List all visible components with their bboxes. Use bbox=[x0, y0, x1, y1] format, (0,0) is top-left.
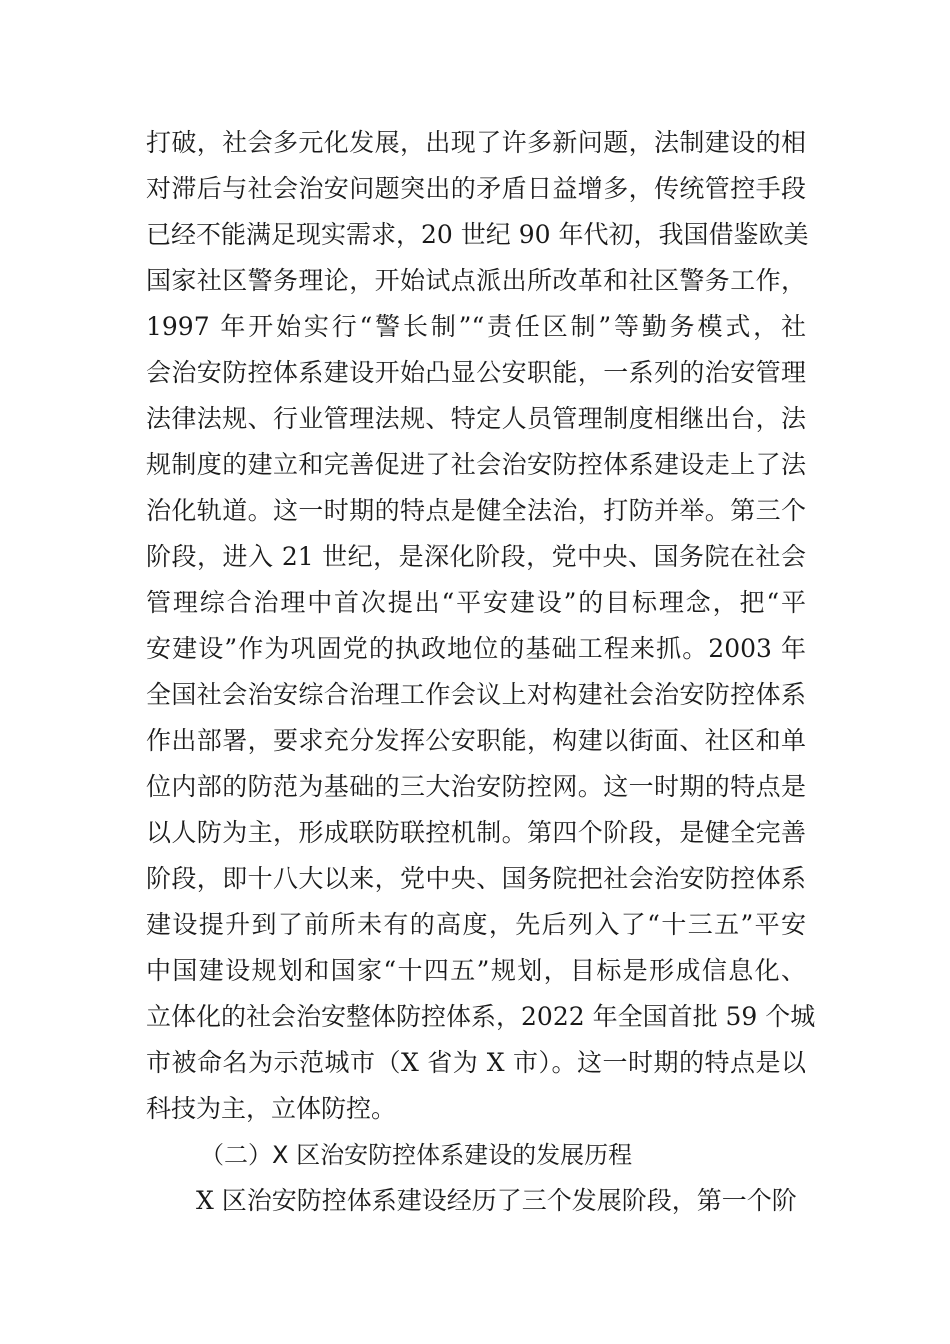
text-line: 已经不能满足现实需求，20 世纪 90 年代初，我国借鉴欧美 bbox=[146, 220, 809, 249]
text-line: 阶段，进入 21 世纪，是深化阶段，党中央、国务院在社会 bbox=[146, 542, 806, 571]
text-line: 治化轨道。这一时期的特点是健全法治，打防并举。第三个 bbox=[146, 496, 806, 525]
document-body bbox=[146, 120, 816, 1224]
paragraph-first-line: X 区治安防控体系建设经历了三个发展阶段，第一个阶 bbox=[196, 1186, 797, 1215]
text-line: 会治安防控体系建设开始凸显公安职能，一系列的治安管理 bbox=[146, 358, 806, 387]
text-line: 全国社会治安综合治理工作会议上对构建社会治安防控体系 bbox=[146, 680, 806, 709]
section-heading: （二）X 区治安防控体系建设的发展历程 bbox=[200, 1141, 633, 1169]
text-line: 市被命名为示范城市（X 省为 X 市）。这一时期的特点是以 bbox=[146, 1048, 806, 1077]
text-line: 打破，社会多元化发展，出现了许多新问题，法制建设的相 bbox=[146, 128, 806, 157]
text-line: 作出部署，要求充分发挥公安职能，构建以街面、社区和单 bbox=[146, 726, 806, 755]
text-line: 位内部的防范为基础的三大治安防控网。这一时期的特点是 bbox=[146, 772, 806, 801]
text-line: 立体化的社会治安整体防控体系，2022 年全国首批 59 个城 bbox=[146, 1002, 816, 1031]
text-line: 对滞后与社会治安问题突出的矛盾日益增多，传统管控手段 bbox=[146, 174, 806, 203]
text-line: 建设提升到了前所未有的高度，先后列入了“十三五”平安 bbox=[146, 910, 806, 939]
text-line: 国家社区警务理论，开始试点派出所改革和社区警务工作， bbox=[146, 266, 806, 295]
text-line: 阶段，即十八大以来，党中央、国务院把社会治安防控体系 bbox=[146, 864, 806, 893]
text-line: 规制度的建立和完善促进了社会治安防控体系建设走上了法 bbox=[146, 450, 806, 479]
text-line: 1997 年开始实行“警长制”“责任区制”等勤务模式，社 bbox=[146, 312, 806, 341]
text-line: 法律法规、行业管理法规、特定人员管理制度相继出台，法 bbox=[146, 404, 806, 433]
text-line: 以人防为主，形成联防联控机制。第四个阶段，是健全完善 bbox=[146, 818, 806, 847]
text-line: 安建设”作为巩固党的执政地位的基础工程来抓。2003 年 bbox=[146, 634, 806, 663]
text-line-last: 科技为主，立体防控。 bbox=[146, 1094, 397, 1123]
text-line: 管理综合治理中首次提出“平安建设”的目标理念，把“平 bbox=[146, 588, 806, 617]
text-line: 中国建设规划和国家“十四五”规划，目标是形成信息化、 bbox=[146, 956, 806, 985]
